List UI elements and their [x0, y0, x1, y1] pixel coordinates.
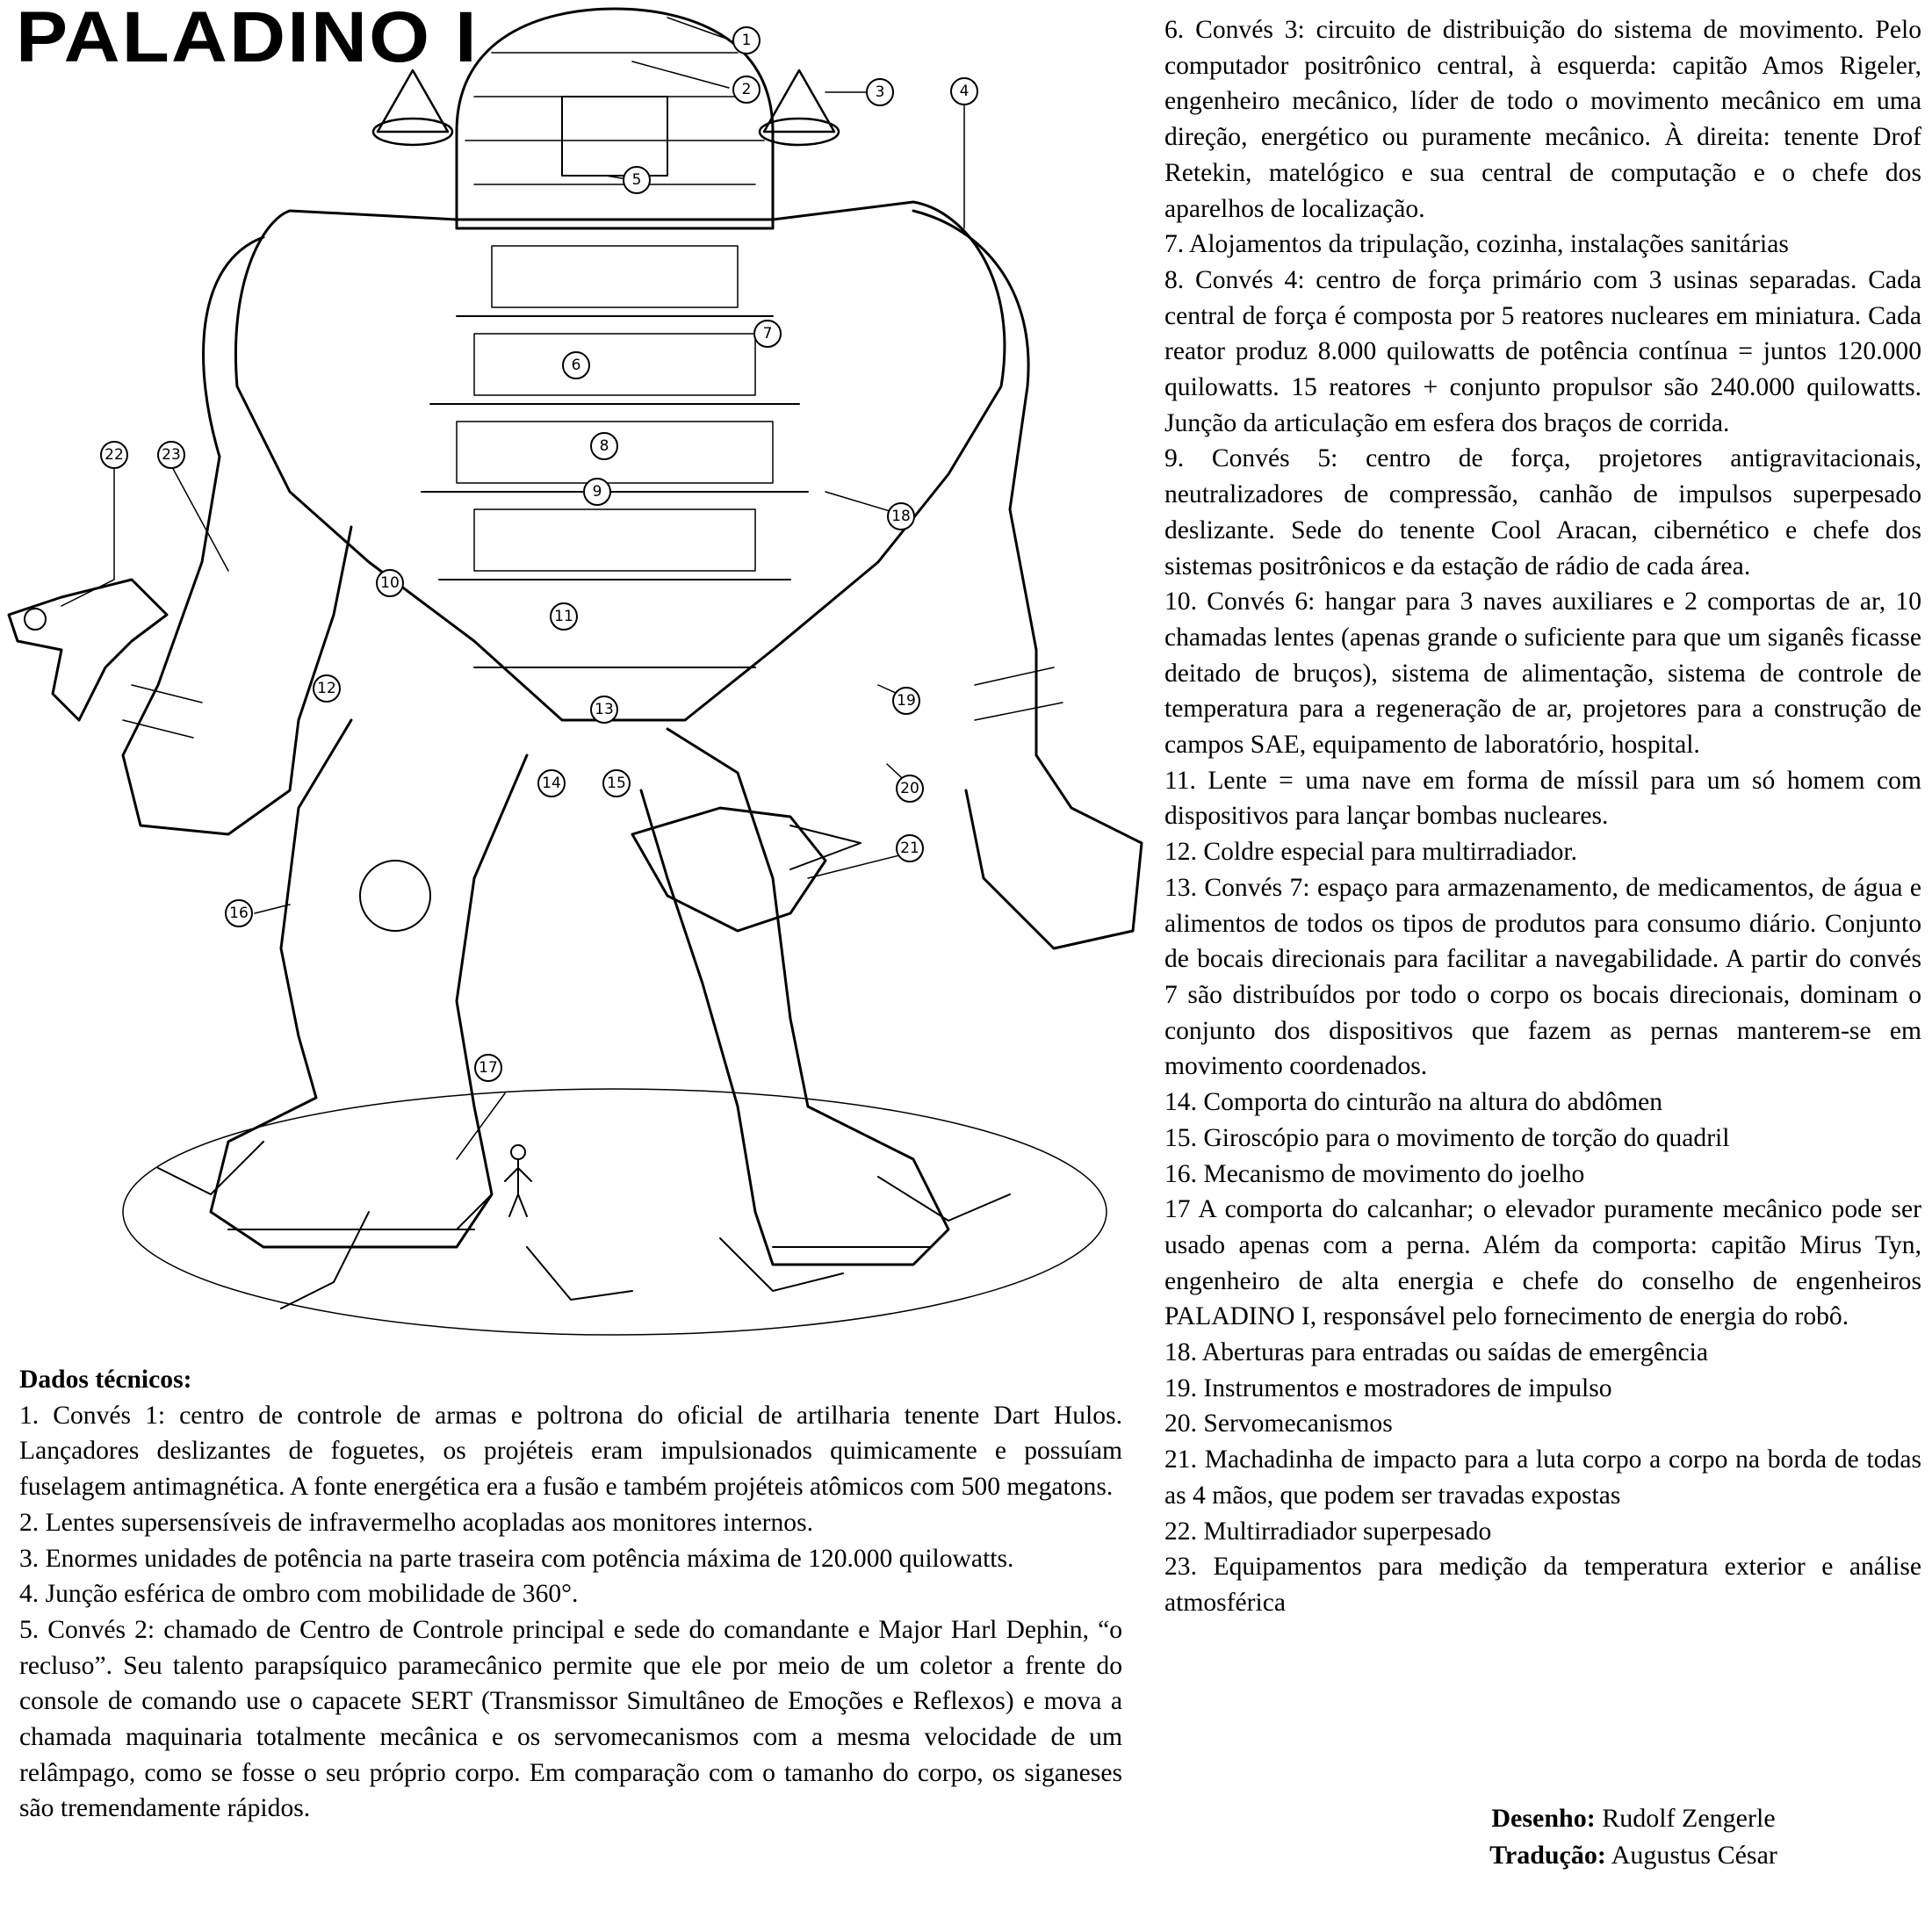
- item-12: 12. Coldre especial para multirradiador.: [1164, 838, 1578, 867]
- svg-text:13: 13: [595, 701, 614, 718]
- robot-right-leg-icon: [641, 729, 948, 1265]
- item-4: 4. Junção esférica de ombro com mobilidade de 360°.: [19, 1580, 579, 1609]
- callout-1: [733, 27, 760, 54]
- power-units-icon: [373, 70, 839, 145]
- callout-markers: [101, 27, 977, 1081]
- callout-19: [893, 688, 919, 714]
- credit-drawing-name: Rudolf Zengerle: [1602, 1804, 1776, 1833]
- svg-text:20: 20: [900, 780, 919, 797]
- item-9: 9. Convés 5: centro de força, projetores antigravitacionais, neutralizadores de compressão, canhão de impulsos superpesado deslizante. Sede do tenente Cool Aracan, cibernético e chefe dos sistemas positrônicos e da estação de rádio de cada área.: [1164, 444, 1921, 580]
- item-1: 1. Convés 1: centro de controle de armas e poltrona do oficial de artilharia tenente Dart Hulos. Lançadores deslizantes de foguetes, os projéteis eram impulsionados quimicamente e possuíam fuselagem antimagnética. A fonte energética era a fusão e também projéteis atômicos com 500 megatons.: [19, 1401, 1122, 1502]
- item-6: 6. Convés 3: circuito de distribuição do sistema de movimento. Pelo computador positrônico central, à esquerda: capitão Amos Rigeler, engenheiro mecânico, líder de todo o movimento mecânico em uma direção, energético ou puramente mecânico. À direita: tenente Drof Retekin, matelógico e sua central de computação e o chefe dos aparelhos de localização.: [1164, 16, 1921, 223]
- credit-drawing: [1405, 1800, 1862, 1837]
- callout-11: [551, 603, 577, 630]
- human-figure-icon: [505, 1145, 531, 1216]
- robot-left-leg-icon: [211, 720, 527, 1247]
- item-8: 8. Convés 4: centro de força primário com 3 usinas separadas. Cada central de força é composta por 5 reatores nucleares em miniatura. Cada reator produz 8.000 quilowatts de potência contínua = juntos 120.000 quilowatts. 15 reatores + conjunto propulsor são 240.000 quilowatts. Junção da articulação em esfera dos braços de corrida.: [1164, 265, 1921, 437]
- callout-16: [226, 900, 252, 926]
- robot-right-arm-icon: [913, 211, 1142, 948]
- callout-15: [603, 770, 630, 797]
- robot-cutaway-illustration: [0, 0, 1159, 1352]
- svg-text:8: 8: [599, 437, 609, 455]
- svg-text:5: 5: [631, 171, 642, 189]
- left-text-column: [19, 1362, 1122, 1827]
- svg-text:3: 3: [875, 83, 885, 101]
- right-text-column: [1164, 12, 1921, 1621]
- svg-text:14: 14: [542, 775, 561, 792]
- svg-text:22: 22: [105, 446, 124, 464]
- technical-data-heading: Dados técnicos:: [19, 1366, 192, 1394]
- item-14: 14. Comporta do cinturão na altura do abdômen: [1164, 1088, 1663, 1117]
- svg-text:4: 4: [959, 83, 970, 100]
- item-19: 19. Instrumentos e mostradores de impulso: [1164, 1373, 1612, 1402]
- callout-20: [897, 775, 923, 802]
- credit-drawing-label: Desenho:: [1491, 1804, 1596, 1833]
- callout-23: [158, 442, 184, 468]
- credit-translation-label: Tradução:: [1489, 1841, 1606, 1870]
- svg-text:7: 7: [762, 325, 773, 342]
- svg-text:11: 11: [554, 608, 573, 625]
- callout-3: [867, 79, 893, 105]
- callout-9: [584, 479, 610, 505]
- callout-17: [475, 1055, 501, 1081]
- credit-translation: [1405, 1837, 1862, 1874]
- item-20: 20. Servomecanismos: [1164, 1409, 1393, 1438]
- svg-text:6: 6: [571, 357, 581, 374]
- item-21: 21. Machadinha de impacto para a luta corpo a corpo na borda de todas as 4 mãos, que podem ser travadas expostas: [1164, 1445, 1921, 1510]
- credit-translation-name: Augustus César: [1611, 1841, 1777, 1870]
- page-title: PALADINO I: [16, 0, 479, 77]
- callout-10: [377, 570, 403, 596]
- callout-18: [888, 503, 914, 530]
- callout-22: [101, 442, 127, 468]
- right-hand-axe-icon: [632, 808, 861, 931]
- svg-text:19: 19: [897, 692, 916, 710]
- svg-text:21: 21: [900, 840, 919, 857]
- item-22: 22. Multirradiador superpesado: [1164, 1517, 1492, 1546]
- svg-text:2: 2: [741, 81, 752, 98]
- svg-text:23: 23: [162, 446, 181, 464]
- multirradiator-gun-icon: [9, 580, 167, 720]
- callout-21: [897, 835, 923, 861]
- svg-text:10: 10: [380, 574, 400, 592]
- item-3: 3. Enormes unidades de potência na parte traseira com potência máxima de 120.000 quilowatts.: [19, 1544, 1014, 1573]
- robot-head-icon: [457, 9, 773, 228]
- item-23: 23. Equipamentos para medição da temperatura exterior e análise atmosférica: [1164, 1553, 1921, 1617]
- item-10: 10. Convés 6: hangar para 3 naves auxiliares e 2 comportas de ar, 10 chamadas lentes (apenas grande o suficiente para que um siganês ficasse deitado de bruços), sistema de alimentação, sistema de controle de temperatura para a regeneração de ar, projetores para a construção de campos SAE, equipamento de laboratório, hospital.: [1164, 588, 1921, 760]
- callout-13: [591, 696, 617, 723]
- item-13: 13. Convés 7: espaço para armazenamento, de medicamentos, de água e alimentos de todos os tipos de produtos para consumo diário. Conjunto de bocais direcionais para facilitar a navegabilidade. A partir do convés 7 são distribuídos por todo o corpo os bocais direcionais, dominam o conjunto dos dispositivos que fazem as pernas manterem-se em movimento coordenados.: [1164, 873, 1921, 1081]
- item-7: 7. Alojamentos da tripulação, cozinha, instalações sanitárias: [1164, 230, 1789, 259]
- item-11: 11. Lente = uma nave em forma de míssil para um só homem com dispositivos para lançar bombas nucleares.: [1164, 766, 1921, 831]
- svg-text:18: 18: [891, 508, 911, 525]
- callout-8: [591, 433, 617, 459]
- callout-12: [314, 675, 340, 702]
- svg-text:17: 17: [479, 1059, 498, 1077]
- credits: [1405, 1800, 1862, 1874]
- item-17: 17 A comporta do calcanhar; o elevador puramente mecânico pode ser usado apenas com a perna. Além da comporta: capitão Mirus Tyn, engenheiro de alta energia e chefe do conselho de engenheiros PALADINO I, responsável pelo fornecimento de energia do robô.: [1164, 1195, 1921, 1331]
- callout-4: [951, 78, 977, 105]
- callout-7: [754, 321, 781, 347]
- callout-6: [563, 352, 589, 378]
- svg-text:15: 15: [607, 775, 626, 792]
- callout-5: [624, 167, 650, 193]
- item-15: 15. Giroscópio para o movimento de torção do quadril: [1164, 1123, 1730, 1152]
- item-2: 2. Lentes supersensíveis de infravermelho acopladas aos monitores internos.: [19, 1508, 813, 1537]
- svg-text:9: 9: [592, 483, 602, 501]
- item-16: 16. Mecanismo de movimento do joelho: [1164, 1159, 1585, 1188]
- ground-cracks-icon: [123, 1089, 1107, 1335]
- svg-text:16: 16: [229, 905, 249, 922]
- robot-torso-icon: [235, 202, 1004, 720]
- callout-2: [733, 76, 760, 103]
- callout-14: [538, 770, 565, 797]
- item-18: 18. Aberturas para entradas ou saídas de emergência: [1164, 1338, 1709, 1367]
- svg-text:12: 12: [317, 680, 336, 697]
- item-5: 5. Convés 2: chamado de Centro de Controle principal e sede do comandante e Major Harl Dephin, “o recluso”. Seu talento parapsíquico paramecânico permite que ele por meio de um coletor a frente do console de comando use o capacete SERT (Transmissor Simultâneo de Emoções e Reflexos) e mova a chamada maquinaria totalmente mecânica e os servomecanismos com a mesma velocidade de um relâmpago, como se fosse o seu próprio corpo. Em comparação com o tamanho do corpo, os siganeses são tremendamente rápidos.: [19, 1615, 1122, 1823]
- svg-text:1: 1: [741, 32, 752, 49]
